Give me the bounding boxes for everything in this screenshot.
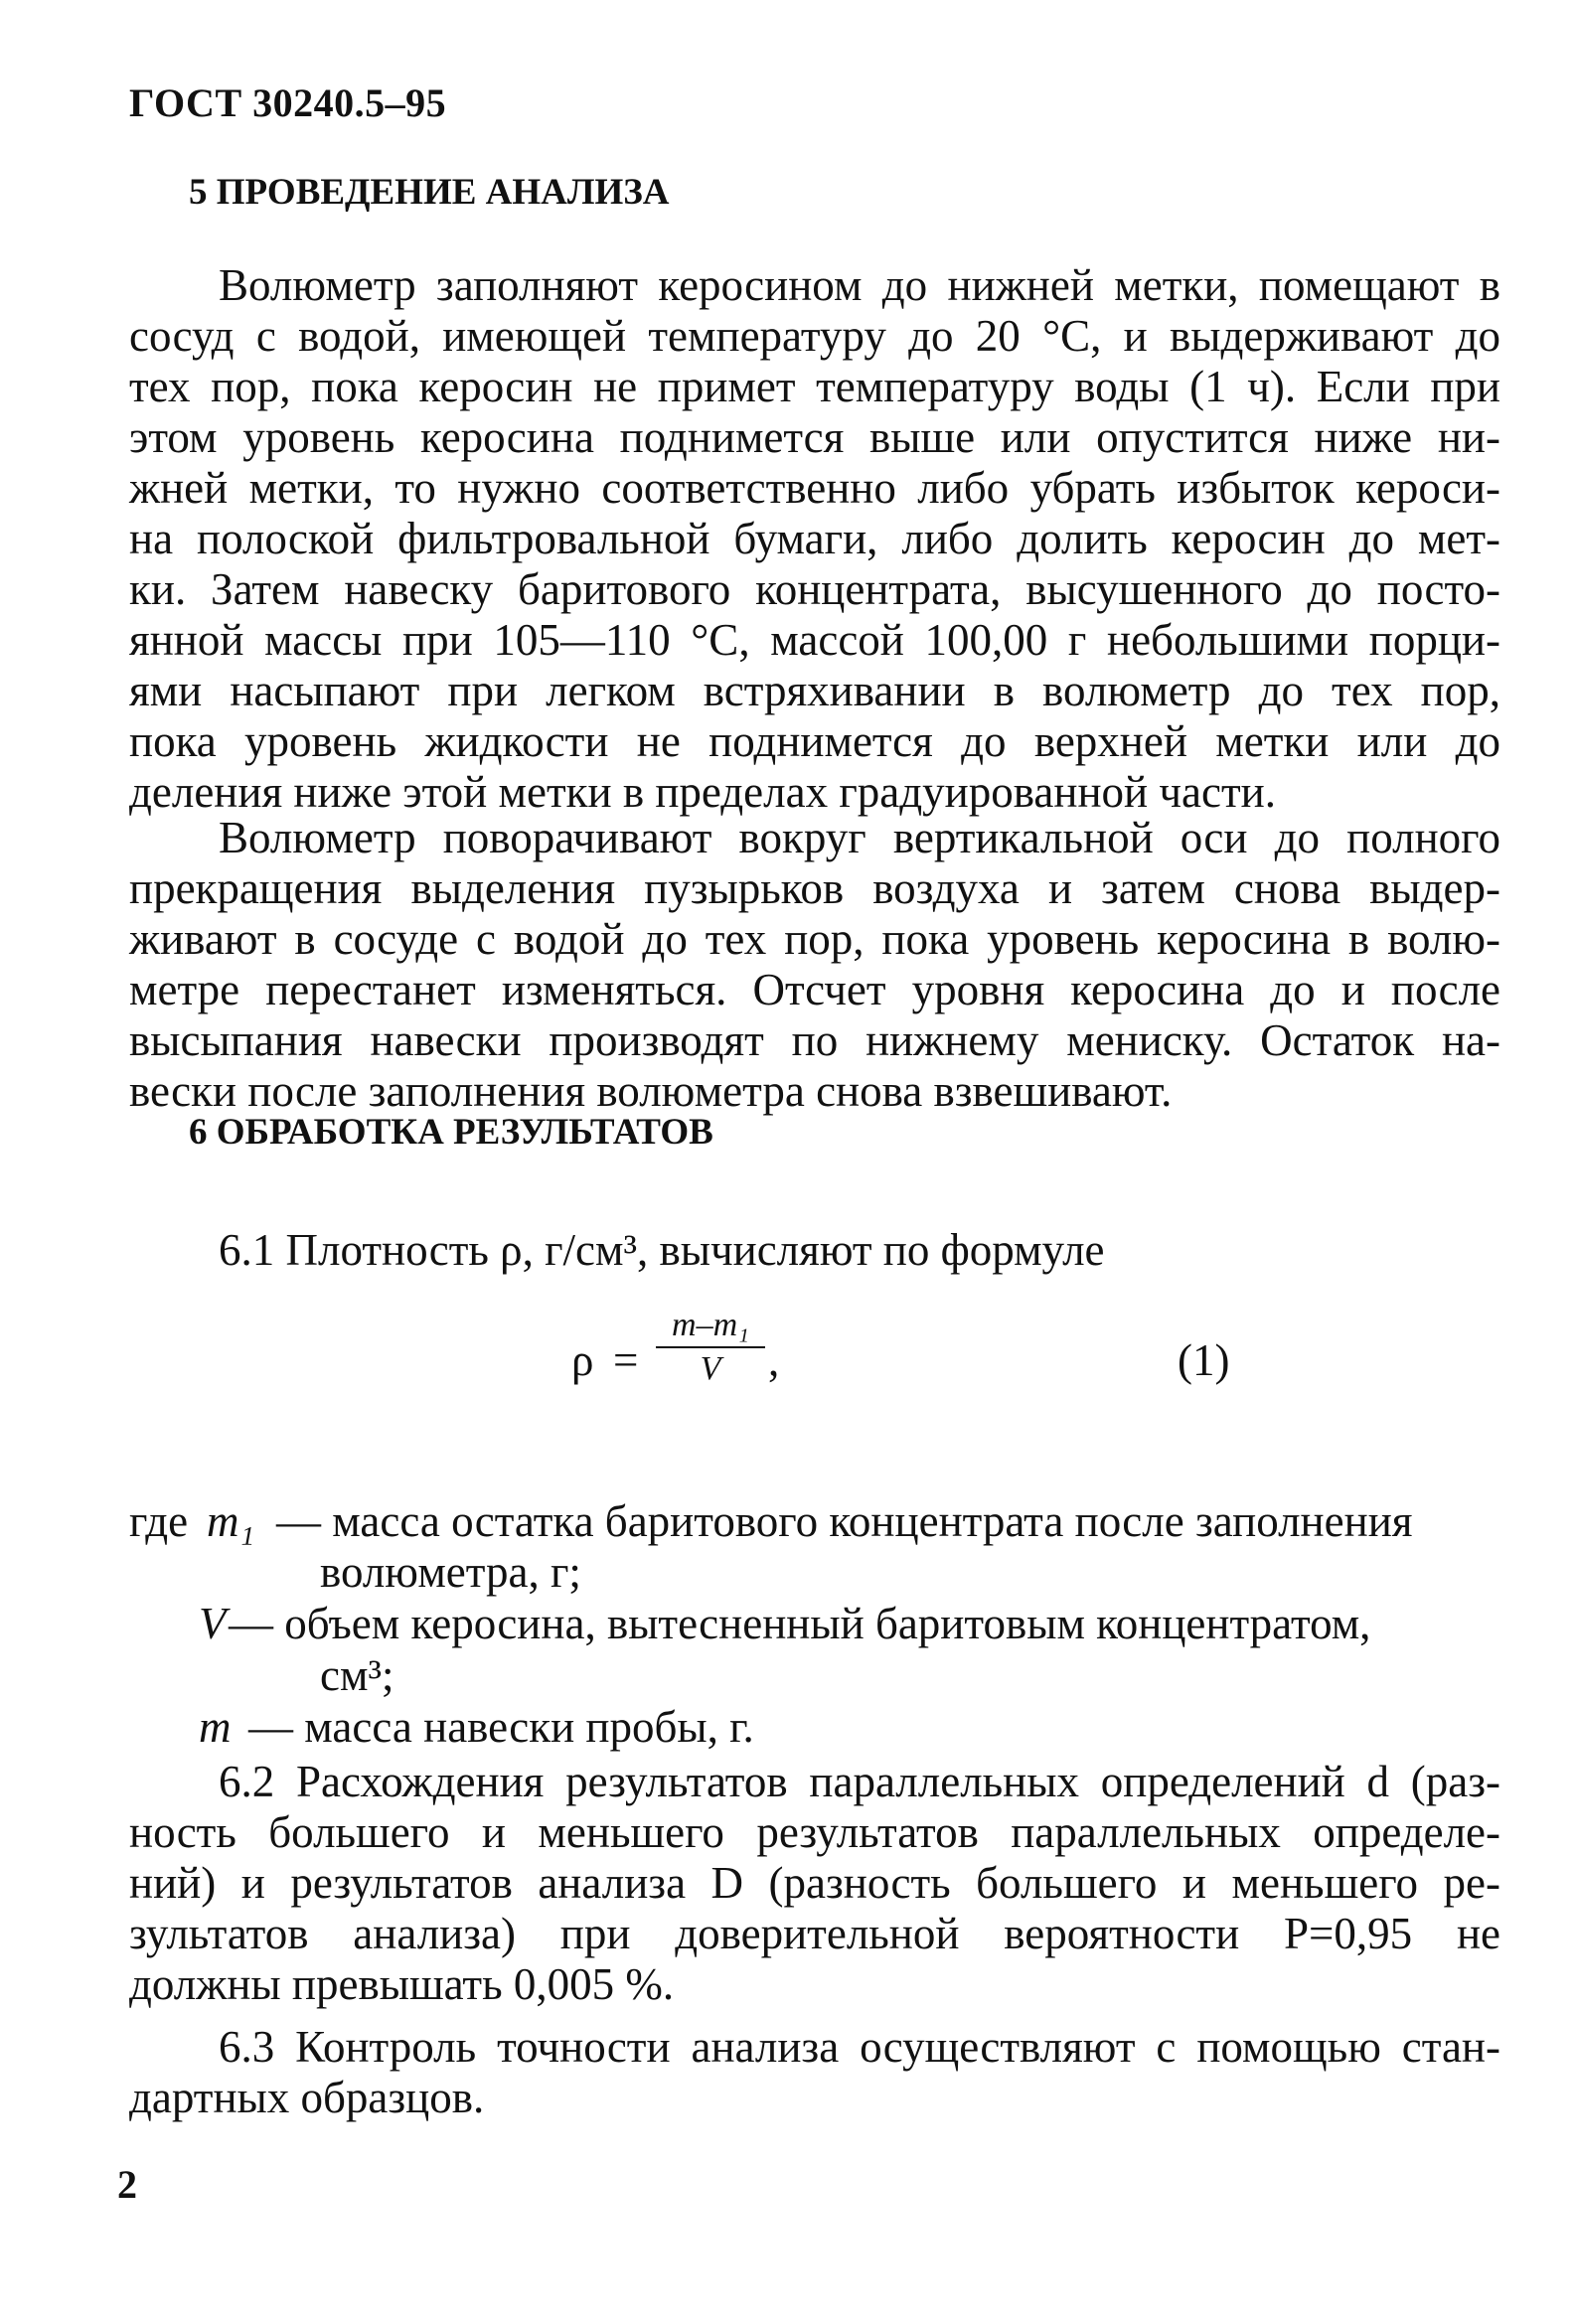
v-description-cont: см³; [320,1650,394,1700]
section-5-paragraph-1 [129,260,1500,818]
clause-6-2 [129,1757,1500,2010]
v-description: — объем керосина, вытесненный баритовым концентратом, [229,1599,1371,1648]
symbol-m1: m₁ [207,1496,255,1546]
symbol-m: m [199,1702,232,1752]
text-line: живают в сосуде с водой до тех пор, пока уровень керосина в волю- [129,914,1500,964]
section-5-title: 5 ПРОВЕДЕНИЕ АНАЛИЗА [189,172,670,213]
text-line: янной массы при 105—110 °С, массой 100,00 г небольшими порци- [129,615,1500,665]
text-line: зультатов анализа) при доверительной вероятности P=0,95 не [129,1909,1500,1958]
text-line: ями насыпают при легком встряхивании в волюметр до тех пор, [129,666,1500,715]
standard-header: ГОСТ 30240.5–95 [129,80,447,125]
text-line: высыпания навески производят по нижнему мениску. Остаток на- [129,1015,1500,1065]
m-description: — масса навески пробы, г. [248,1702,754,1752]
symbol-v: V [199,1599,227,1648]
text-line: ки. Затем навеску баритового концентрата, высушенного до посто- [129,564,1500,614]
text-line: дартных образцов. [129,2073,485,2122]
text-line: деления ниже этой метки в пределах градуированной части. [129,767,1276,817]
text-line: тех пор, пока керосин не примет температуру воды (1 ч). Если при [129,362,1500,411]
formula-rho: ρ [571,1335,594,1385]
text-line: пока уровень жидкости не поднимется до верхней метки или до [129,716,1500,766]
text-line: прекращения выделения пузырьков воздуха и затем снова выдер- [129,863,1500,913]
text-line: 6.2 Расхождения результатов параллельных определений d (раз- [219,1757,1500,1806]
density-formula [571,1307,1267,1416]
formula-number: (1) [1178,1335,1230,1385]
text-line: 6.3 Контроль точности анализа осуществляют с помощью стан- [219,2022,1500,2072]
m1-description: — масса остатка баритового концентрата после заполнения [276,1496,1413,1546]
text-line: сосуд с водой, имеющей температуру до 20 °С, и выдерживают до [129,311,1500,361]
formula-fraction [656,1307,765,1388]
m1-description-cont: волюметра, г; [320,1547,581,1597]
text-line: Волюметр поворачивают вокруг вертикальной оси до полного [219,813,1500,862]
clause-6-1: 6.1 Плотность ρ, г/см³, вычисляют по формуле [219,1225,1105,1275]
clause-6-3 [129,2022,1500,2123]
section-5-paragraph-2 [129,813,1500,1117]
text-line: Волюметр заполняют керосином до нижней метки, помещают в [219,260,1500,310]
text-line: метре перестанет изменяться. Отсчет уровня керосина до и после [129,965,1500,1014]
where-lead: где [129,1496,189,1546]
formula-comma: , [768,1335,780,1385]
text-line: должны превышать 0,005 %. [129,1959,675,2009]
page-number: 2 [117,2162,137,2207]
formula-denominator: V [700,1350,721,1387]
text-line: жней метки, то нужно соответственно либо убрать избыток кероси- [129,463,1500,513]
text-line: ность большего и меньшего результатов параллельных определе- [129,1807,1500,1857]
text-line: на полоской фильтровальной бумаги, либо долить керосин до мет- [129,514,1500,563]
section-6-title: 6 ОБРАБОТКА РЕЗУЛЬТАТОВ [189,1112,713,1153]
formula-equals: = [613,1335,639,1385]
text-line: вески после заполнения волюметра снова взвешивают. [129,1066,1173,1116]
text-line: ний) и результатов анализа D (разность большего и меньшего ре- [129,1858,1500,1908]
text-line: этом уровень керосина поднимется выше или опустится ниже ни- [129,412,1500,462]
formula-numerator: m–m₁ [656,1307,765,1348]
